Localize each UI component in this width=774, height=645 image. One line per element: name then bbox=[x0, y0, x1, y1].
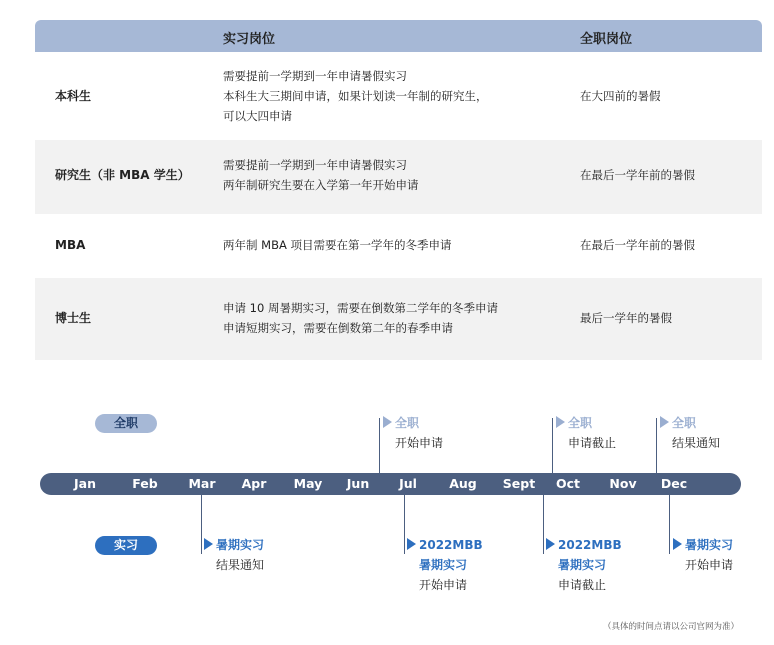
row-fulltime: 在大四前的暑假 bbox=[580, 89, 661, 103]
row-intern-line: 申请短期实习，需要在倒数第二年的春季申请 bbox=[223, 321, 453, 335]
month-label: Apr bbox=[241, 476, 267, 491]
month-label: Feb bbox=[132, 476, 158, 491]
fulltime-connector bbox=[552, 418, 553, 474]
table-header bbox=[35, 20, 762, 52]
fulltime-pill: 全职 bbox=[95, 414, 157, 433]
row-intern-line: 需要提前一学期到一年申请暑假实习 bbox=[223, 69, 407, 83]
arrow-icon bbox=[383, 416, 392, 428]
row-type: 本科生 bbox=[55, 89, 92, 103]
month-label: Jun bbox=[346, 476, 370, 491]
table-row bbox=[35, 52, 762, 140]
arrow-icon bbox=[546, 538, 555, 550]
month-label: Jul bbox=[399, 476, 417, 491]
table-row bbox=[35, 214, 762, 278]
row-fulltime: 在最后一学年前的暑假 bbox=[580, 168, 695, 182]
arrow-icon bbox=[204, 538, 213, 550]
row-type: MBA bbox=[55, 238, 86, 252]
row-type: 博士生 bbox=[55, 311, 92, 325]
intern-event: 2022MBB 暑期实习 开始申请 bbox=[407, 535, 483, 595]
internship-table bbox=[35, 20, 762, 360]
table-row bbox=[35, 278, 762, 360]
row-type: 研究生（非 MBA 学生） bbox=[55, 168, 190, 182]
month-label: Mar bbox=[188, 476, 216, 491]
table-row bbox=[35, 140, 762, 214]
header-intern: 实习岗位 bbox=[223, 32, 276, 47]
fulltime-connector bbox=[379, 418, 380, 474]
row-fulltime: 最后一学年的暑假 bbox=[580, 311, 672, 325]
row-intern-line: 本科生大三期间申请，如果计划读一年制的研究生， bbox=[223, 89, 488, 103]
fulltime-event: 全职 结果通知 bbox=[660, 413, 720, 453]
intern-connector bbox=[201, 494, 202, 554]
arrow-icon bbox=[407, 538, 416, 550]
month-label: Sept bbox=[502, 476, 536, 491]
row-intern-line: 申请 10 周暑期实习，需要在倒数第二学年的冬季申请 bbox=[223, 301, 498, 315]
fulltime-event: 全职 申请截止 bbox=[556, 413, 616, 453]
month-label: Oct bbox=[555, 476, 581, 491]
month-label: Jan bbox=[74, 476, 96, 491]
row-intern-line: 需要提前一学期到一年申请暑假实习 bbox=[223, 158, 407, 172]
intern-event: 2022MBB 暑期实习 申请截止 bbox=[546, 535, 622, 595]
row-intern-line: 两年制研究生要在入学第一年开始申请 bbox=[223, 178, 419, 192]
row-fulltime: 在最后一学年前的暑假 bbox=[580, 238, 695, 252]
row-intern-line: 可以大四申请 bbox=[223, 109, 292, 123]
intern-connector bbox=[669, 494, 670, 554]
month-label: May bbox=[293, 476, 323, 491]
row-intern-line: 两年制 MBA 项目需要在第一学年的冬季申请 bbox=[223, 238, 452, 252]
month-label: Nov bbox=[609, 476, 637, 491]
header-fulltime: 全职岗位 bbox=[580, 32, 633, 47]
intern-connector bbox=[543, 494, 544, 554]
arrow-icon bbox=[673, 538, 682, 550]
arrow-icon bbox=[660, 416, 669, 428]
intern-pill: 实习 bbox=[95, 536, 157, 555]
month-label: Dec bbox=[660, 476, 688, 491]
month-label: Aug bbox=[449, 476, 477, 491]
footnote: （具体的时间点请以公司官网为准） bbox=[602, 622, 739, 632]
intern-connector bbox=[404, 494, 405, 554]
fulltime-connector bbox=[656, 418, 657, 474]
fulltime-event: 全职 开始申请 bbox=[383, 413, 443, 453]
intern-event: 暑期实习 结果通知 bbox=[204, 535, 264, 575]
arrow-icon bbox=[556, 416, 565, 428]
intern-event: 暑期实习 开始申请 bbox=[673, 535, 733, 575]
